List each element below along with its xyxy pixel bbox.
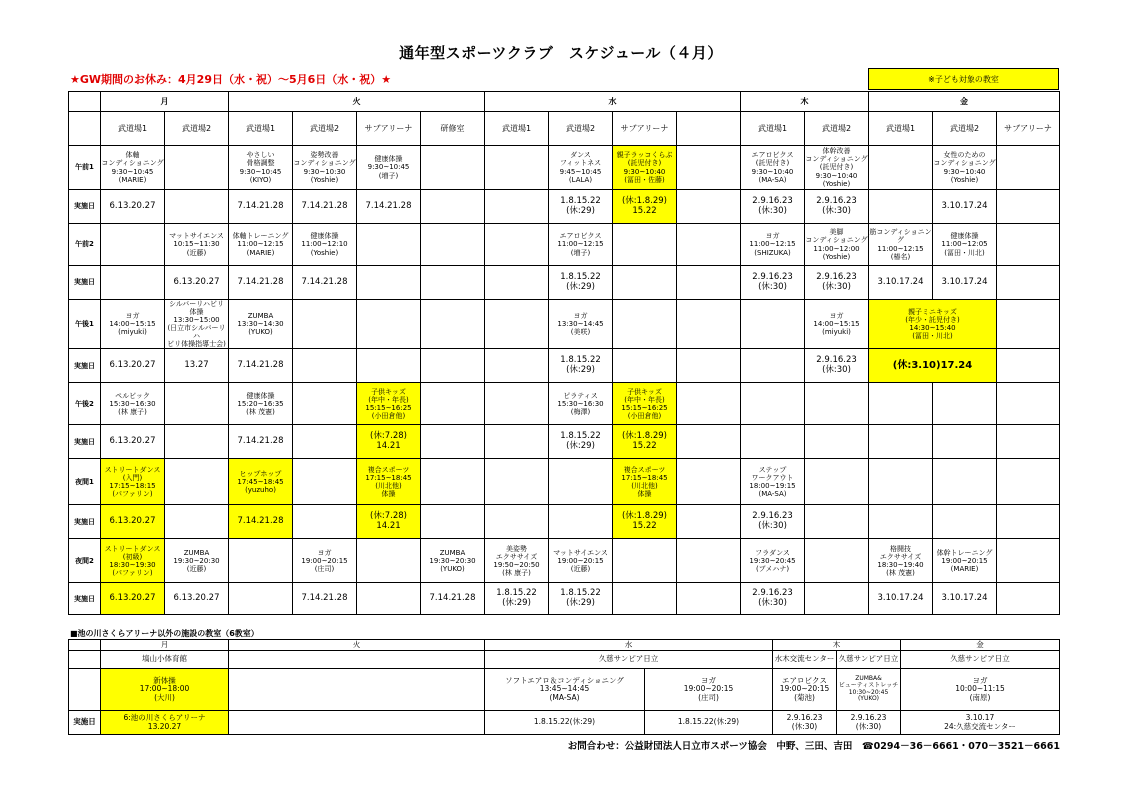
class-cell: 美姿勢 エクササイズ 19:50~20:50 (林 康子) — [485, 539, 549, 583]
sub-date-cell: 2.9.16.23 (休:30) — [773, 711, 837, 735]
date-cell: 6.13.20.27 — [165, 266, 229, 300]
date-cell-kids: (休:1.8.29) 15.22 — [613, 190, 677, 224]
date-cell: 1.8.15.22 (休:29) — [485, 583, 549, 615]
class-cell: 格闘技 エクササイズ 18:30~19:40 (林 茂憲) — [869, 539, 933, 583]
date-cell — [101, 266, 165, 300]
class-cell — [293, 300, 357, 349]
date-cell: 3.10.17.24 — [933, 190, 997, 224]
date-cell — [677, 349, 741, 383]
sub-class-cell: ZUMBA& ビューティストレッチ 10:30~20:45 (YUKO) — [837, 669, 901, 711]
venue-header: 武道場1 — [869, 112, 933, 146]
sub-venue — [229, 651, 485, 669]
date-cell-kids: (休:7.28) 14.21 — [357, 425, 421, 459]
date-cell — [421, 349, 485, 383]
class-cell: ヨガ 14:00~15:15 (miyuki) — [805, 300, 869, 349]
date-cell — [677, 425, 741, 459]
class-cell-kids: ストリートダンス (入門) 17:15~18:15 (パファリン) — [101, 459, 165, 505]
date-cell: 7.14.21.28 — [421, 583, 485, 615]
class-cell — [805, 459, 869, 505]
date-cell: 2.9.16.23 (休:30) — [805, 190, 869, 224]
date-cell — [805, 583, 869, 615]
class-cell-kids: 親子ミニキッズ (年少・託児付き) 14:30~15:40 (冨田・川北) — [869, 300, 997, 349]
row-label: 実施日 — [69, 349, 101, 383]
day-header-mon: 月 — [101, 92, 229, 112]
class-cell — [741, 300, 805, 349]
sub-venue: 水木交流センター — [773, 651, 837, 669]
venue-header: 武道場2 — [933, 112, 997, 146]
date-cell: 3.10.17.24 — [869, 266, 933, 300]
class-cell — [869, 459, 933, 505]
class-cell — [549, 459, 613, 505]
date-cell — [613, 349, 677, 383]
class-cell: 健康体操 11:00~12:05 (冨田・川北) — [933, 224, 997, 266]
class-cell: マットサイエンス 19:00~20:15 (近藤) — [549, 539, 613, 583]
class-cell — [933, 383, 997, 425]
gw-holiday-notice: ★GW期間のお休み：4月29日（水・祝）～5月6日（水・祝）★ — [70, 73, 392, 86]
venue-header — [677, 112, 741, 146]
class-cell — [741, 383, 805, 425]
venue-corner — [69, 112, 101, 146]
class-cell-kids: 複合スポーツ 17:15~18:45 (川北他) 体操 — [357, 459, 421, 505]
class-cell: ピラティス 15:30~16:30 (梅澤) — [549, 383, 613, 425]
date-cell: 1.8.15.22 (休:29) — [549, 190, 613, 224]
date-cell — [421, 266, 485, 300]
class-cell — [677, 300, 741, 349]
date-cell-kids: (休:3.10)17.24 — [869, 349, 997, 383]
class-cell: 健康体操 9:30~10:45 (増子) — [357, 146, 421, 190]
sub-date-cell: 1.8.15.22(休:29) — [645, 711, 773, 735]
date-cell: 2.9.16.23 (休:30) — [741, 266, 805, 300]
date-cell — [421, 190, 485, 224]
class-cell: フラダンス 19:30~20:45 (ブメハナ) — [741, 539, 805, 583]
date-cell: 7.14.21.28 — [293, 266, 357, 300]
class-cell: ヨガ 19:00~20:15 (庄司) — [293, 539, 357, 583]
class-cell — [997, 459, 1060, 505]
sub-date-cell — [229, 711, 485, 735]
class-cell — [485, 146, 549, 190]
class-cell-kids: 複合スポーツ 17:15~18:45 (川北他) 体操 — [613, 459, 677, 505]
venue-header: 研修室 — [421, 112, 485, 146]
sub-class-cell — [229, 669, 485, 711]
class-cell-kids: 子供キッズ (年中・年長) 15:15~16:25 (小田倉他) — [357, 383, 421, 425]
date-cell: 6.13.20.27 — [101, 190, 165, 224]
venue-header: サブアリーナ — [997, 112, 1060, 146]
class-cell — [421, 224, 485, 266]
class-cell-kids: 親子ラッコくらぶ (託児付き) 9:30~10:40 (冨田・佐藤) — [613, 146, 677, 190]
class-cell: ステップ ワークアウト 18:00~19:15 (MA-SA) — [741, 459, 805, 505]
date-cell — [485, 190, 549, 224]
sub-date-cell: 1.8.15.22(休:29) — [485, 711, 645, 735]
date-cell: 3.10.17.24 — [933, 583, 997, 615]
venue-header: 武道場1 — [229, 112, 293, 146]
date-cell: 1.8.15.22 (休:29) — [549, 425, 613, 459]
page-title: 通年型スポーツクラブ スケジュール（４月） — [399, 44, 723, 62]
sub-day-mon: 月 — [101, 640, 229, 651]
date-cell — [357, 266, 421, 300]
class-cell — [869, 383, 933, 425]
class-cell — [293, 383, 357, 425]
class-cell: ダンス フィットネス 9:45~10:45 (LALA) — [549, 146, 613, 190]
date-cell: 2.9.16.23 (休:30) — [741, 505, 805, 539]
sub-class-cell: エアロビクス 19:00~20:15 (菊池) — [773, 669, 837, 711]
class-cell: 体幹トレーニング 19:00~20:15 (MARIE) — [933, 539, 997, 583]
class-cell — [485, 459, 549, 505]
date-cell — [485, 349, 549, 383]
date-cell — [741, 425, 805, 459]
date-cell: 13.27 — [165, 349, 229, 383]
class-cell — [357, 539, 421, 583]
class-cell: 健康体操 11:00~12:10 (Yoshie) — [293, 224, 357, 266]
date-cell-kids: (休:1.8.29) 15.22 — [613, 425, 677, 459]
sub-date-cell-kids: 6:池の川さくらアリーナ 13.20.27 — [101, 711, 229, 735]
class-cell — [933, 459, 997, 505]
date-cell: 3.10.17.24 — [869, 583, 933, 615]
class-cell: やさしい 骨格調整 9:30~10:45 (KIYO) — [229, 146, 293, 190]
class-cell — [165, 383, 229, 425]
date-cell: 2.9.16.23 (休:30) — [805, 349, 869, 383]
date-cell — [997, 583, 1060, 615]
class-cell — [357, 300, 421, 349]
venue-header: 武道場1 — [101, 112, 165, 146]
date-cell — [293, 505, 357, 539]
other-facilities-caption: ■池の川さくらアリーナ以外の施設の教室（6教室） — [70, 629, 259, 638]
venue-header: 武道場2 — [293, 112, 357, 146]
class-cell: ヨガ 13:30~14:45 (美咲) — [549, 300, 613, 349]
class-cell — [613, 224, 677, 266]
date-cell — [677, 266, 741, 300]
date-cell — [677, 583, 741, 615]
class-cell — [677, 224, 741, 266]
sub-class-cell: ヨガ 10:00~11:15 (南原) — [901, 669, 1060, 711]
sub-venue-corner — [69, 651, 101, 669]
date-cell-kids: 7.14.21.28 — [229, 505, 293, 539]
class-cell: ヨガ 14:00~15:15 (miyuki) — [101, 300, 165, 349]
date-cell-kids: 6.13.20.27 — [101, 583, 165, 615]
class-cell: エアロビクス (託児付き) 9:30~10:40 (MA-SA) — [741, 146, 805, 190]
date-cell — [293, 349, 357, 383]
corner-cell — [69, 92, 101, 112]
row-label: 実施日 — [69, 583, 101, 615]
date-cell: 7.14.21.28 — [229, 190, 293, 224]
class-cell — [613, 300, 677, 349]
class-cell — [485, 224, 549, 266]
contact-footer: お問合わせ：公益財団法人日立市スポーツ協会 中野、三田、吉田 ☎0294－36－6661・070－3521－6661 — [567, 741, 1060, 752]
sub-venue: 久慈サンピア日立 — [485, 651, 773, 669]
date-cell: 3.10.17.24 — [933, 266, 997, 300]
class-cell — [421, 459, 485, 505]
class-cell — [165, 459, 229, 505]
class-cell — [165, 146, 229, 190]
date-cell: 7.14.21.28 — [229, 349, 293, 383]
sub-class-cell: ヨガ 19:00~20:15 (庄司) — [645, 669, 773, 711]
sub-venue: 久慈サンピア日立 — [901, 651, 1060, 669]
class-cell — [997, 383, 1060, 425]
class-cell: ヨガ 11:00~12:15 (SHIZUKA) — [741, 224, 805, 266]
row-label: 午後2 — [69, 383, 101, 425]
date-cell — [613, 583, 677, 615]
class-cell: ペルビック 15:30~16:30 (林 康子) — [101, 383, 165, 425]
class-cell — [805, 539, 869, 583]
row-label: 実施日 — [69, 190, 101, 224]
date-cell: 1.8.15.22 (休:29) — [549, 266, 613, 300]
class-cell: 姿勢改善 コンディショニング 9:30~10:30 (Yoshie) — [293, 146, 357, 190]
class-cell — [997, 146, 1060, 190]
class-cell: 筋コンディショニング 11:00~12:15 (椿名) — [869, 224, 933, 266]
date-cell — [229, 583, 293, 615]
other-facilities-table — [68, 639, 1060, 735]
class-cell — [421, 146, 485, 190]
date-cell — [165, 425, 229, 459]
class-cell — [677, 383, 741, 425]
class-cell-kids: ストリートダンス (初級) 18:30~19:30 (パファリン) — [101, 539, 165, 583]
class-cell — [421, 383, 485, 425]
class-cell: エアロビクス 11:00~12:15 (増子) — [549, 224, 613, 266]
sub-day-tue: 火 — [229, 640, 485, 651]
class-cell — [613, 539, 677, 583]
class-cell — [229, 539, 293, 583]
date-cell — [805, 425, 869, 459]
class-cell-kids: ヒップホップ 17:45~18:45 (yuzuho) — [229, 459, 293, 505]
row-label: 実施日 — [69, 425, 101, 459]
class-cell: 体軸 コンディショニング 9:30~10:45 (MARIE) — [101, 146, 165, 190]
date-cell — [421, 425, 485, 459]
schedule-table — [68, 91, 1060, 615]
sub-day-thu: 木 — [773, 640, 901, 651]
sub-venue: 久慈サンピア日立 — [837, 651, 901, 669]
date-cell — [485, 505, 549, 539]
date-cell — [805, 505, 869, 539]
class-cell — [997, 224, 1060, 266]
date-cell: 7.14.21.28 — [229, 425, 293, 459]
sub-class-cell-kids: 新体操 17:00~18:00 (大川) — [101, 669, 229, 711]
class-cell-kids: 子供キッズ (年中・年長) 15:15~16:25 (小田倉他) — [613, 383, 677, 425]
class-cell: ZUMBA 19:30~20:30 (近藤) — [165, 539, 229, 583]
row-label: 午前1 — [69, 146, 101, 190]
class-cell — [677, 459, 741, 505]
class-cell: 女性のための コンディショニング 9:30~10:40 (Yoshie) — [933, 146, 997, 190]
date-cell — [357, 583, 421, 615]
date-cell: 6.13.20.27 — [101, 349, 165, 383]
date-cell — [293, 425, 357, 459]
venue-header: サブアリーナ — [357, 112, 421, 146]
date-cell-kids: (休:1.8.29) 15.22 — [613, 505, 677, 539]
date-cell: 2.9.16.23 (休:30) — [805, 266, 869, 300]
sub-day-wed: 水 — [485, 640, 773, 651]
day-header-thu: 木 — [741, 92, 869, 112]
sub-class-cell: ソフトエアロ＆コンディショニング 13:45~14:45 (MA-SA) — [485, 669, 645, 711]
class-cell: 健康体操 15:20~16:35 (林 茂憲) — [229, 383, 293, 425]
class-cell — [997, 300, 1060, 349]
venue-header: サブアリーナ — [613, 112, 677, 146]
row-label: 午後1 — [69, 300, 101, 349]
date-cell — [549, 505, 613, 539]
date-cell: 1.8.15.22 (休:29) — [549, 583, 613, 615]
class-cell — [485, 383, 549, 425]
date-cell — [869, 505, 933, 539]
date-cell — [165, 190, 229, 224]
date-cell: 6.13.20.27 — [165, 583, 229, 615]
row-label: 午前2 — [69, 224, 101, 266]
date-cell: 7.14.21.28 — [357, 190, 421, 224]
class-cell — [293, 459, 357, 505]
class-cell: マットサイエンス 10:15~11:30 (近藤) — [165, 224, 229, 266]
row-label: 実施日 — [69, 505, 101, 539]
date-cell — [485, 266, 549, 300]
date-cell — [869, 425, 933, 459]
date-cell: 7.14.21.28 — [293, 583, 357, 615]
class-cell — [421, 300, 485, 349]
class-cell: ZUMBA 19:30~20:30 (YUKO) — [421, 539, 485, 583]
day-header-wed: 水 — [485, 92, 741, 112]
date-cell: 1.8.15.22 (休:29) — [549, 349, 613, 383]
date-cell: 7.14.21.28 — [229, 266, 293, 300]
sub-row-label: 実施日 — [69, 711, 101, 735]
date-cell — [997, 266, 1060, 300]
date-cell — [933, 505, 997, 539]
date-cell: 2.9.16.23 (休:30) — [741, 190, 805, 224]
date-cell — [997, 505, 1060, 539]
class-cell — [997, 539, 1060, 583]
date-cell — [997, 349, 1060, 383]
venue-header: 武道場2 — [165, 112, 229, 146]
sub-date-cell: 2.9.16.23 (休:30) — [837, 711, 901, 735]
class-cell — [677, 146, 741, 190]
kids-class-legend: ※子ども対象の教室 — [868, 68, 1059, 90]
date-cell-kids: 6.13.20.27 — [101, 505, 165, 539]
class-cell — [485, 300, 549, 349]
date-cell: 7.14.21.28 — [293, 190, 357, 224]
row-label: 実施日 — [69, 266, 101, 300]
date-cell — [997, 190, 1060, 224]
date-cell — [357, 349, 421, 383]
venue-header: 武道場2 — [805, 112, 869, 146]
class-cell: ZUMBA 13:30~14:30 (YUKO) — [229, 300, 293, 349]
sub-day-fri: 金 — [901, 640, 1060, 651]
class-cell — [677, 539, 741, 583]
row-label: 夜間2 — [69, 539, 101, 583]
sub-venue: 塙山小体育館 — [101, 651, 229, 669]
class-cell — [357, 224, 421, 266]
class-cell — [869, 146, 933, 190]
venue-header: 武道場2 — [549, 112, 613, 146]
date-cell — [165, 505, 229, 539]
class-cell — [101, 224, 165, 266]
venue-header: 武道場1 — [485, 112, 549, 146]
date-cell — [485, 425, 549, 459]
day-header-fri: 金 — [869, 92, 1060, 112]
class-cell: シルバーリハビリ 体操 13:30~15:00 (日立市シルバーリハ ビリ体操指導士会) — [165, 300, 229, 349]
date-cell — [741, 349, 805, 383]
sub-class-label — [69, 669, 101, 711]
date-cell — [997, 425, 1060, 459]
sub-date-cell: 3.10.17 24:久慈交流センター — [901, 711, 1060, 735]
date-cell: 6.13.20.27 — [101, 425, 165, 459]
date-cell: 2.9.16.23 (休:30) — [741, 583, 805, 615]
date-cell — [933, 425, 997, 459]
date-cell — [613, 266, 677, 300]
date-cell — [677, 190, 741, 224]
sub-corner — [69, 640, 101, 651]
venue-header: 武道場1 — [741, 112, 805, 146]
date-cell — [421, 505, 485, 539]
row-label: 夜間1 — [69, 459, 101, 505]
class-cell: 体幹改善 コンディショニング (託児付き) 9:30~10:40 (Yoshie) — [805, 147, 868, 188]
date-cell-kids: (休:7.28) 14.21 — [357, 505, 421, 539]
class-cell: 体軸トレーニング 11:00~12:15 (MARIE) — [229, 224, 293, 266]
class-cell: 美脚 コンディショニング 11:00~12:00 (Yoshie) — [805, 224, 869, 266]
day-header-tue: 火 — [229, 92, 485, 112]
class-cell — [805, 383, 869, 425]
date-cell — [677, 505, 741, 539]
date-cell — [869, 190, 933, 224]
